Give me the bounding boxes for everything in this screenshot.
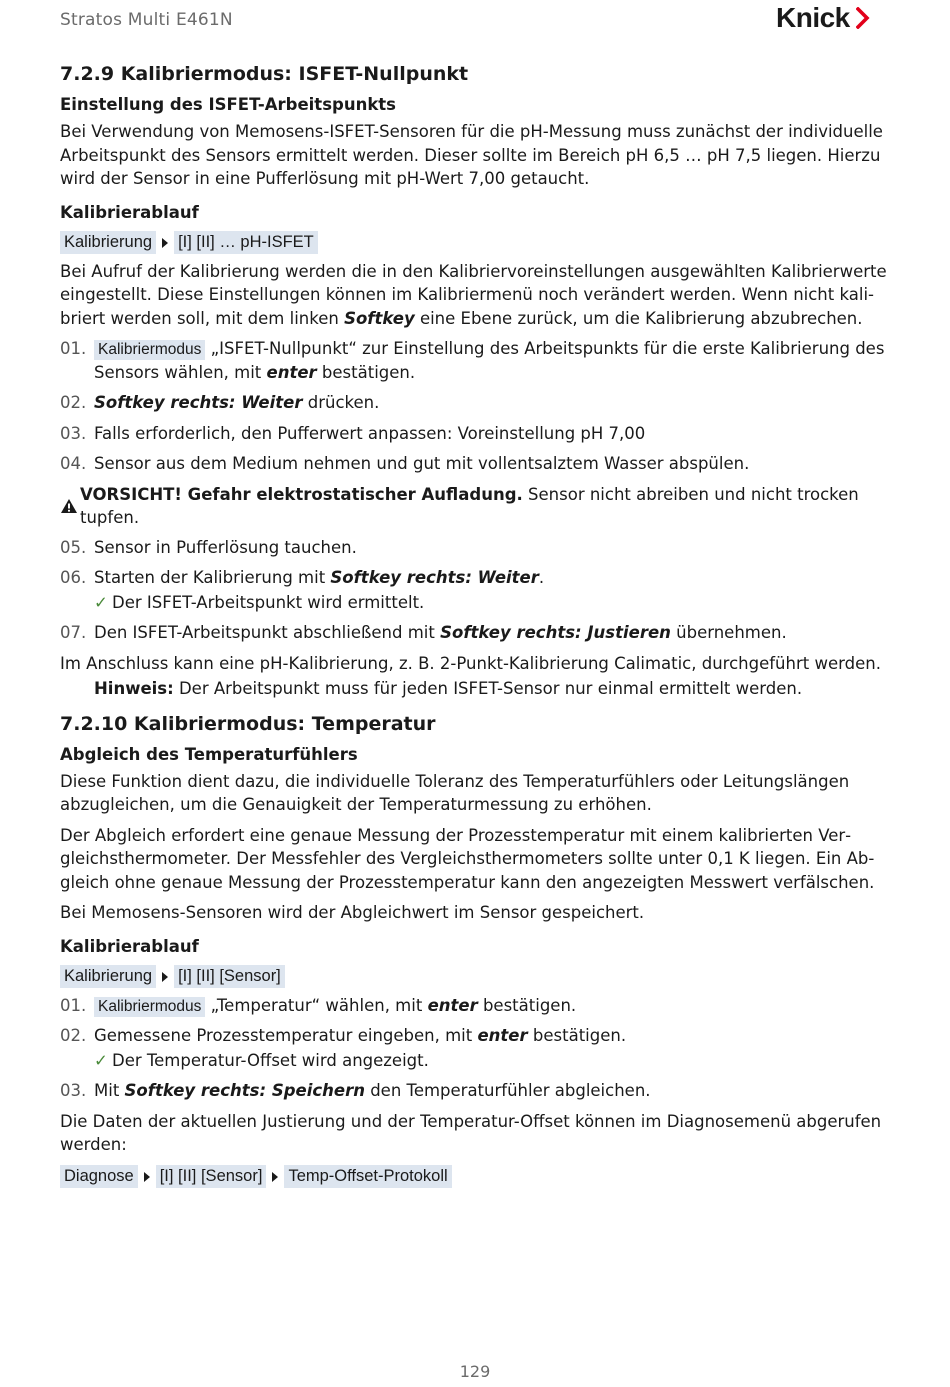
step-item [60,1079,890,1103]
step-number: 07. [60,623,87,642]
step-item [60,422,890,446]
step-number: 06. [60,568,87,587]
step-item [60,566,890,614]
step-number: 01. [60,995,87,1015]
requirement-paragraph: Der Abgleich erfordert eine genaue Messung der Prozesstemperatur mit einem kalibrierten Vergleichsthermometer. Der Messfehler des Vergleichsthermometers sollte unter 0,1 K liegen. Ein Abgleich ohne genaue Messung der Prozesstemperatur kann den angezeigten Messwert verfälschen. [60,825,875,892]
menu-chip: Temp-Offset-Protokoll [284,1165,451,1188]
menu-chip: Kalibriermodus [94,997,205,1017]
step-text: Kalibriermodus „ISFET-Nullpunkt“ zur Einstellung des Arbeitspunkts für die erste Kalibrierung des Sensors wählen, mit enter bestätigen. [94,339,885,382]
triangle-right-icon [144,1172,150,1182]
menu-chip: Kalibriermodus [94,340,205,360]
step-text: Starten der Kalibrierung mit Softkey rechts: Weiter. ✓ Der ISFET-Arbeitspunkt wird ermittelt. [94,566,890,614]
section-heading-isfet: 7.2.9 Kalibriermodus: ISFET-Nullpunkt [60,63,469,85]
step-number: 05. [60,537,87,557]
menu-path [60,1164,890,1190]
document-title: Stratos Multi E461N [60,10,233,30]
intro-paragraph: Bei Verwendung von Memosens-ISFET-Sensoren für die pH-Messung muss zunächst der individuelle Arbeitspunkt des Sensors ermittelt werden. Dieser sollte im Bereich pH 6,5 … pH 7,5 liegen. Hierzu wird der Sensor in eine Pufferlösung mit pH-Wert 7,00 getaucht. [60,122,883,188]
step-item [60,337,890,384]
step-item [60,452,890,476]
step-number: 01. [60,339,87,358]
step-item [60,536,890,560]
checkmark-icon: ✓ [94,592,108,612]
triangle-right-icon [162,972,168,982]
memosens-paragraph: Bei Memosens-Sensoren wird der Abgleichwert im Sensor gespeichert. [60,903,645,922]
subheading-arbeitspunkt: Einstellung des ISFET-Arbeitspunkts [60,95,397,114]
brand-logo [776,2,870,34]
chevron-right-icon [856,7,870,29]
warning-triangle-icon [60,498,78,514]
step-text: Falls erforderlich, den Pufferwert anpassen: Voreinstellung pH 7,00 [94,423,646,443]
subheading-kalibrierablauf-2: Kalibrierablauf [60,936,199,956]
hint-note: Hinweis: Der Arbeitspunkt muss für jeden ISFET-Sensor nur einmal ermittelt werden. [94,679,803,698]
triangle-right-icon [272,1172,278,1182]
step-text: Softkey rechts: Weiter drücken. [94,393,380,412]
calibration-description: Bei Aufruf der Kalibrierung werden die in den Kalibriervoreinstellungen ausgewählten Kalibrierwerte eingestellt. Diese Einstellungen können im Kalibriermenü noch verändert werden. Wenn nicht kalibriert werden soll, mit dem linken Softkey eine Ebene zurück, um die Kalibrierung abzubrechen. [60,261,887,328]
menu-chip: [I] [II] [Sensor] [174,965,285,988]
menu-chip: Diagnose [60,1165,138,1188]
step-text: Sensor in Pufferlösung tauchen. [94,537,357,557]
subheading-kalibrierablauf: Kalibrierablauf [60,202,199,222]
step-number: 03. [60,1081,87,1100]
page-number: 129 [459,1362,491,1381]
menu-chip: Kalibrierung [60,231,156,254]
step-number: 02. [60,393,87,412]
diagnosis-paragraph: Die Daten der aktuellen Justierung und der Temperatur-Offset können im Diagnosemenü abgerufen werden: [60,1111,882,1154]
menu-path [60,964,890,990]
menu-chip: [I] [II] … pH-ISFET [174,231,318,254]
step-item [60,621,890,645]
function-paragraph: Diese Funktion dient dazu, die individuelle Toleranz des Temperaturfühlers oder Leitungslängen abzugleichen, um die Genauigkeit der Temperaturmessung zu erhöhen. [60,771,850,814]
step-number: 04. [60,454,87,473]
step-item [60,994,890,1018]
menu-path [60,230,890,256]
step-item [60,391,890,415]
section-heading-temperatur: 7.2.10 Kalibriermodus: Temperatur [60,712,436,735]
step-result: ✓ Der ISFET-Arbeitspunkt wird ermittelt. [94,591,890,615]
warning-text: VORSICHT! Gefahr elektrostatischer Aufladung. Sensor nicht abreiben und nicht trocken tupfen. [80,484,859,527]
step-result: ✓ Der Temperatur-Offset wird angezeigt. [94,1049,890,1073]
step-text: Sensor aus dem Medium nehmen und gut mit vollentsalztem Wasser abspülen. [94,454,750,473]
subheading-abgleich: Abgleich des Temperaturfühlers [60,744,358,764]
step-text: Mit Softkey rechts: Speichern den Temperaturfühler abgleichen. [94,1081,651,1100]
step-item [60,1024,890,1072]
followup-paragraph: Im Anschluss kann eine pH-Kalibrierung, z. B. 2-Punkt-Kalibrierung Calimatic, durchgeführt werden. [60,653,881,673]
menu-chip: [I] [II] [Sensor] [156,1165,267,1188]
step-text: Den ISFET-Arbeitspunkt abschließend mit Softkey rechts: Justieren übernehmen. [94,623,787,642]
triangle-right-icon [162,238,168,248]
logo-text: Knick [776,2,850,33]
step-text: Gemessene Prozesstemperatur eingeben, mit enter bestätigen. ✓ Der Temperatur-Offset wird angezeigt. [94,1024,890,1072]
step-number: 02. [60,1026,87,1045]
step-text: Kalibriermodus „Temperatur“ wählen, mit enter bestätigen. [94,994,890,1018]
warning-note [60,483,890,530]
step-number: 03. [60,423,87,443]
checkmark-icon: ✓ [94,1050,108,1070]
page-content [60,58,890,1194]
menu-chip: Kalibrierung [60,965,156,988]
